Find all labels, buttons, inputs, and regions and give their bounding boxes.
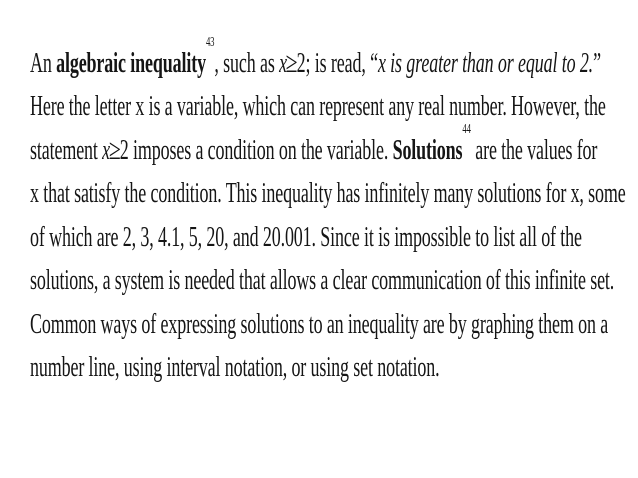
text-line-3 — [30, 121, 630, 173]
text-run: ” — [593, 46, 601, 79]
greater-equal-symbol: ≥ — [285, 46, 298, 79]
text-run: imposes a condition on the variable. — [128, 133, 393, 166]
math-number: 2 — [119, 133, 129, 166]
text-line-1 — [30, 34, 630, 86]
key-term-solutions: Solutions — [392, 133, 463, 166]
footnote-ref-44[interactable]: 44 — [462, 121, 471, 137]
text-line-6: solutions, a system is needed that allows a clear communication of this infinite set. — [30, 264, 615, 296]
text-run: ; is read, “ — [305, 46, 378, 79]
text-line-5: of which are 2, 3, 4.1, 5, 20, and 20.001. Since it is impossible to list all of the — [30, 220, 582, 253]
text-line-7: Common ways of expressing solutions to an inequality are by graphing them on a — [30, 307, 609, 340]
math-variable: x — [279, 46, 287, 79]
greater-equal-symbol: ≥ — [109, 133, 121, 166]
text-run: statement — [30, 133, 103, 166]
text-run: An — [30, 46, 57, 79]
quoted-reading: x is greater than or equal to 2. — [377, 46, 594, 79]
text-line-4: x that satisfy the condition. This inequality has infinitely many solutions for x, some — [30, 177, 626, 209]
text-run: , such as — [214, 46, 280, 79]
math-variable: x — [102, 133, 111, 166]
inequality-paragraph — [30, 34, 630, 390]
footnote-ref-43[interactable]: 43 — [205, 34, 215, 50]
text-line-8: number line, using interval notation, or using set notation. — [30, 351, 440, 383]
text-line-2: Here the letter x is a variable, which can represent any real number. However, the — [30, 90, 606, 122]
key-term-algebraic-inequality: algebraic inequality — [56, 46, 206, 79]
math-number: 2 — [296, 46, 306, 79]
text-run: are the values for — [470, 133, 598, 166]
